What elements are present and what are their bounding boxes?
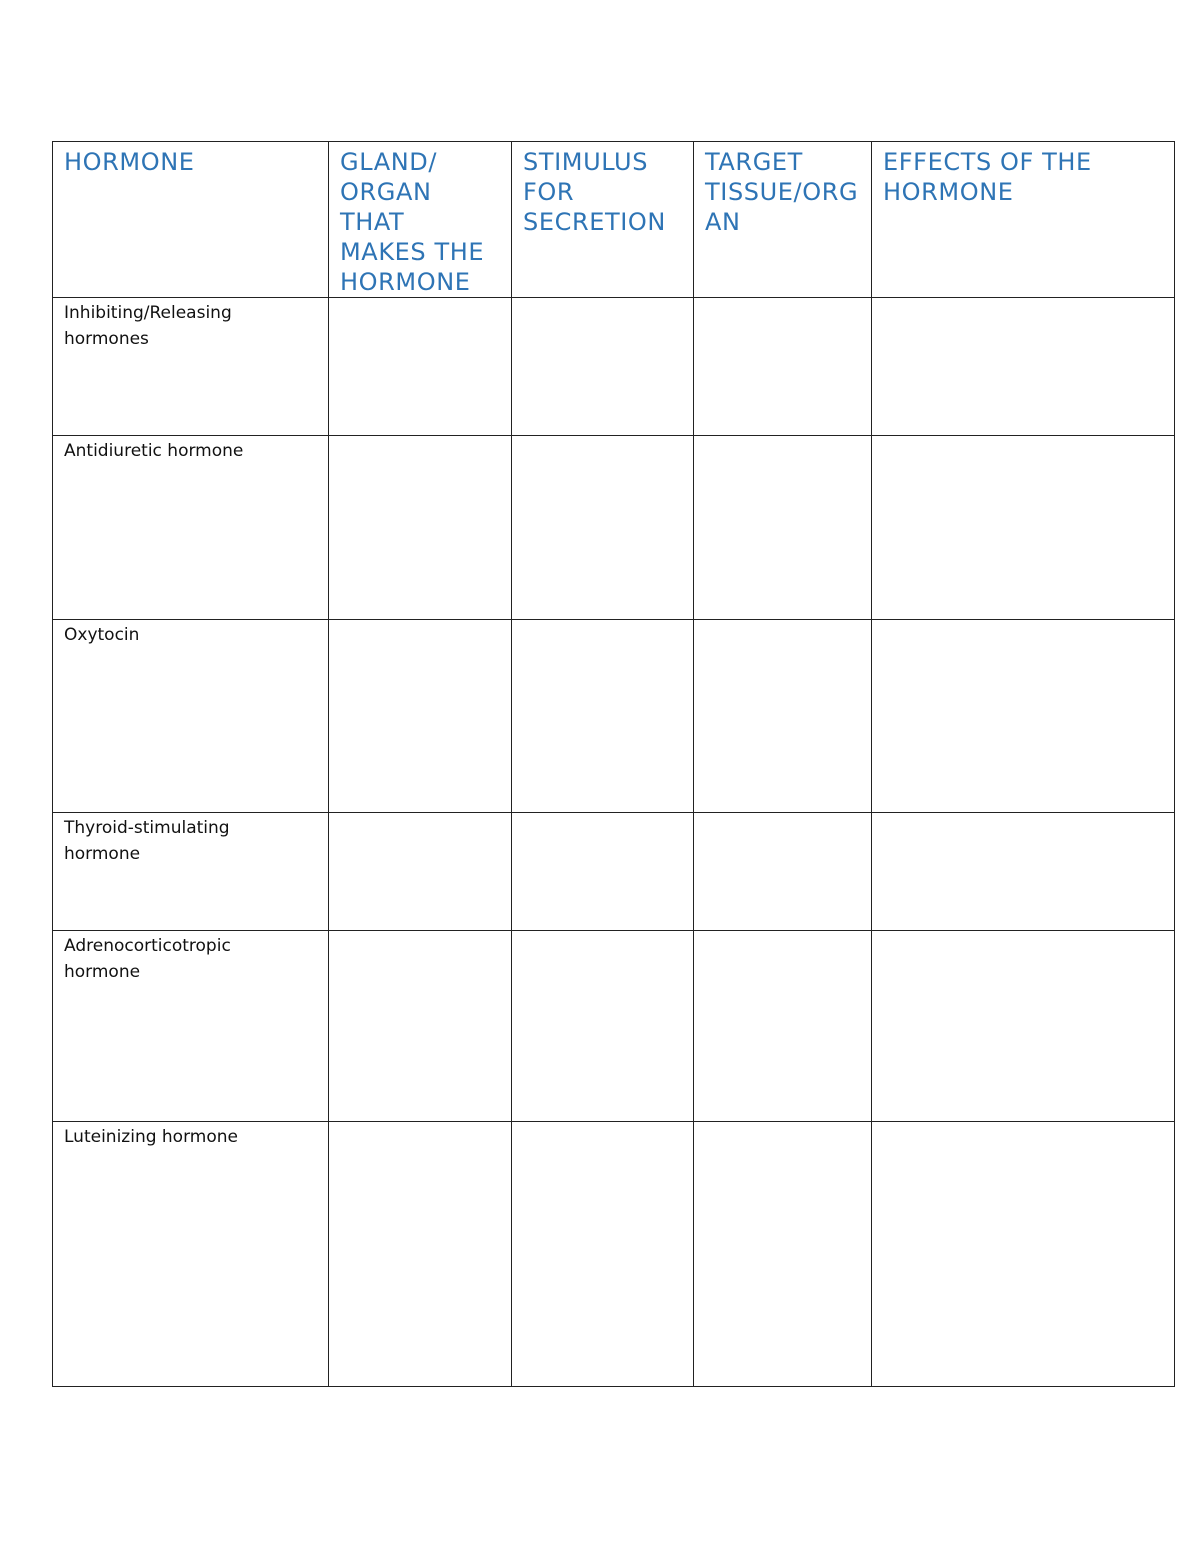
table-row xyxy=(53,931,1175,1122)
answer-cell[interactable] xyxy=(872,298,1175,436)
answer-cell[interactable] xyxy=(872,620,1175,813)
table-row xyxy=(53,620,1175,813)
answer-cell[interactable] xyxy=(512,813,694,931)
table-row xyxy=(53,813,1175,931)
header-gland-organ: GLAND/ ORGAN THAT MAKES THE HORMONE xyxy=(329,142,512,298)
answer-cell[interactable] xyxy=(329,813,512,931)
answer-cell[interactable] xyxy=(512,620,694,813)
answer-cell[interactable] xyxy=(694,436,872,620)
answer-cell[interactable] xyxy=(512,298,694,436)
answer-cell[interactable] xyxy=(694,813,872,931)
header-hormone: HORMONE xyxy=(53,142,329,298)
answer-cell[interactable] xyxy=(329,436,512,620)
table-row xyxy=(53,298,1175,436)
table-header-row xyxy=(53,142,1175,298)
table-row xyxy=(53,1122,1175,1387)
answer-cell[interactable] xyxy=(694,931,872,1122)
answer-cell[interactable] xyxy=(329,298,512,436)
answer-cell[interactable] xyxy=(329,931,512,1122)
row-label-thyroid-stimulating: Thyroid-stimulating hormone xyxy=(53,813,329,931)
answer-cell[interactable] xyxy=(872,436,1175,620)
hormone-worksheet-table xyxy=(52,141,1175,1387)
answer-cell[interactable] xyxy=(512,1122,694,1387)
row-label-antidiuretic: Antidiuretic hormone xyxy=(53,436,329,620)
answer-cell[interactable] xyxy=(512,931,694,1122)
table-row xyxy=(53,436,1175,620)
row-label-adrenocorticotropic: Adrenocorticotropic hormone xyxy=(53,931,329,1122)
header-stimulus: STIMULUS FOR SECRETION xyxy=(512,142,694,298)
answer-cell[interactable] xyxy=(512,436,694,620)
answer-cell[interactable] xyxy=(329,1122,512,1387)
answer-cell[interactable] xyxy=(872,1122,1175,1387)
answer-cell[interactable] xyxy=(329,620,512,813)
answer-cell[interactable] xyxy=(872,813,1175,931)
answer-cell[interactable] xyxy=(694,1122,872,1387)
row-label-inhibiting-releasing: Inhibiting/Releasing hormones xyxy=(53,298,329,436)
answer-cell[interactable] xyxy=(872,931,1175,1122)
row-label-luteinizing: Luteinizing hormone xyxy=(53,1122,329,1387)
answer-cell[interactable] xyxy=(694,298,872,436)
answer-cell[interactable] xyxy=(694,620,872,813)
header-effects: EFFECTS OF THE HORMONE xyxy=(872,142,1175,298)
header-target-tissue: TARGET TISSUE/ORG AN xyxy=(694,142,872,298)
row-label-oxytocin: Oxytocin xyxy=(53,620,329,813)
